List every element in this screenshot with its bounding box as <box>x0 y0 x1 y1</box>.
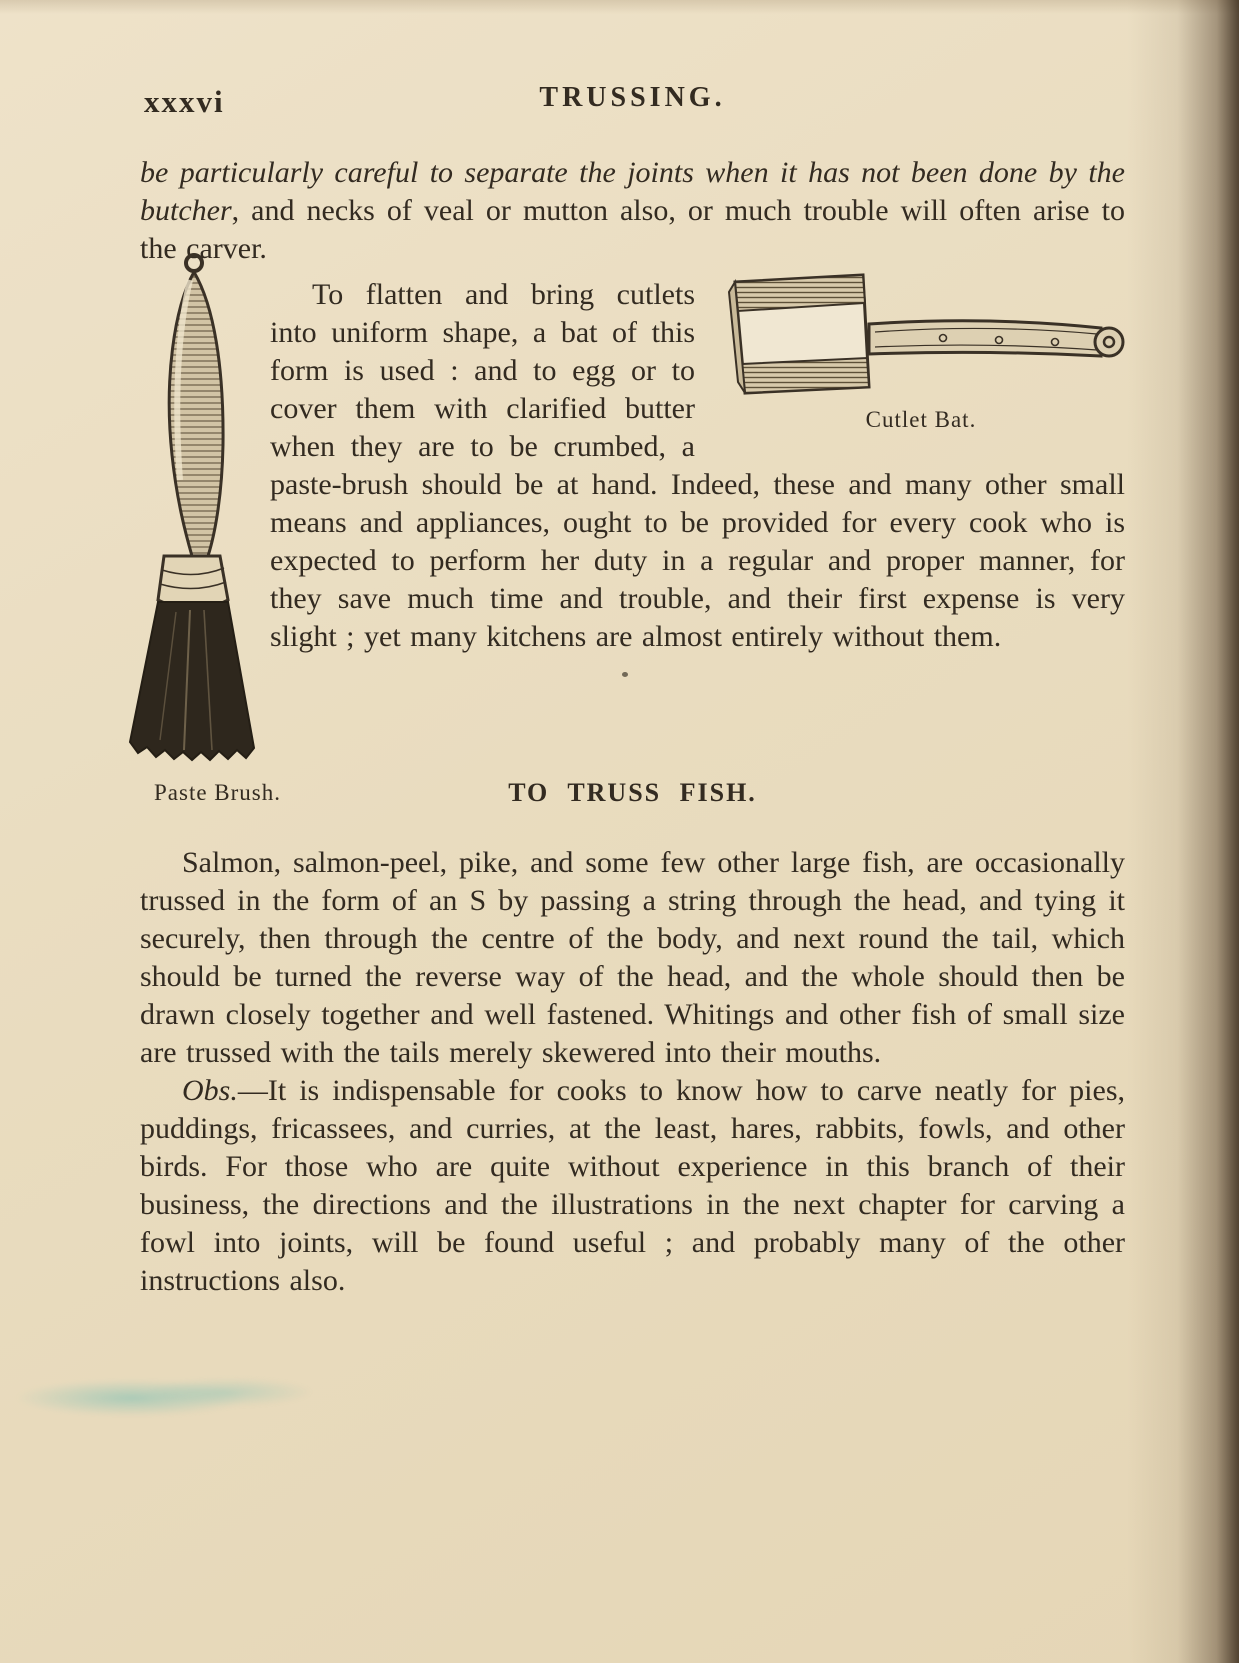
ink-speck <box>622 672 628 677</box>
obs-label: Obs. <box>182 1074 238 1107</box>
appliances-section <box>270 276 1125 656</box>
running-title: TRUSSING. <box>539 82 726 113</box>
brush-handle <box>169 255 223 556</box>
caption-row <box>140 778 1125 814</box>
cutlet-bat-figure <box>717 270 1125 433</box>
paste-brush-illustration <box>120 250 260 768</box>
page-number: xxxvi <box>144 84 225 119</box>
intro-paragraph <box>140 154 1125 268</box>
intro-roman-text: , and necks of veal or mutton also, or much trouble will often arise to the carver. <box>140 194 1125 265</box>
truss-fish-paragraph: Salmon, salmon-peel, pike, and some few other large fish, are occasionally trussed in the form of an S by passing a string through the head, and tying it securely, then through the centre of the body, and next round the tail, which should be turned the reverse way of the head, and the whole should then be drawn closely together and well fastened. Whitings and other fish of small size are trussed with the tails merely skewered into their mouths. <box>140 846 1125 1069</box>
section-heading: TO TRUSS FISH. <box>508 778 757 807</box>
bat-handle <box>869 321 1123 356</box>
obs-text: —It is indispensable for cooks to know how to carve neatly for pies, puddings, fricassees, and curries, at the least, hares, rabbits, fowls, and other birds. For those who are quite without experience in this branch of their business, the directions and the illustrations in the next chapter for carving a fowl into joints, will be found useful ; and probably many of the other instructions also. <box>140 1074 1125 1297</box>
brush-bristles <box>130 602 254 760</box>
cutlet-bat-illustration <box>717 270 1125 398</box>
cutlet-bat-caption: Cutlet Bat. <box>865 407 977 432</box>
paste-brush-caption: Paste Brush. <box>154 780 281 805</box>
appliances-paragraph: To flatten and bring cutlets into uniform shape, a bat of this form is used : and to egg or to cover them with clarified butter when they are to be crumbed, a paste-brush should be at hand. Indeed, these and many other small means and appliances, ought to be provided for every cook who is expected to perform her duty in a regular and proper manner, for they save much time and trouble, and their first expense is very slight ; yet many kitchens are almost entirely without them. <box>270 278 1125 653</box>
bat-handle-end-ring <box>1095 328 1123 356</box>
page-header <box>140 80 1125 120</box>
obs-paragraph <box>140 1072 1125 1300</box>
bat-head <box>729 275 869 393</box>
intro-italic-text: be particularly careful to separate the joints when it has not been done by the butcher <box>140 156 1125 227</box>
